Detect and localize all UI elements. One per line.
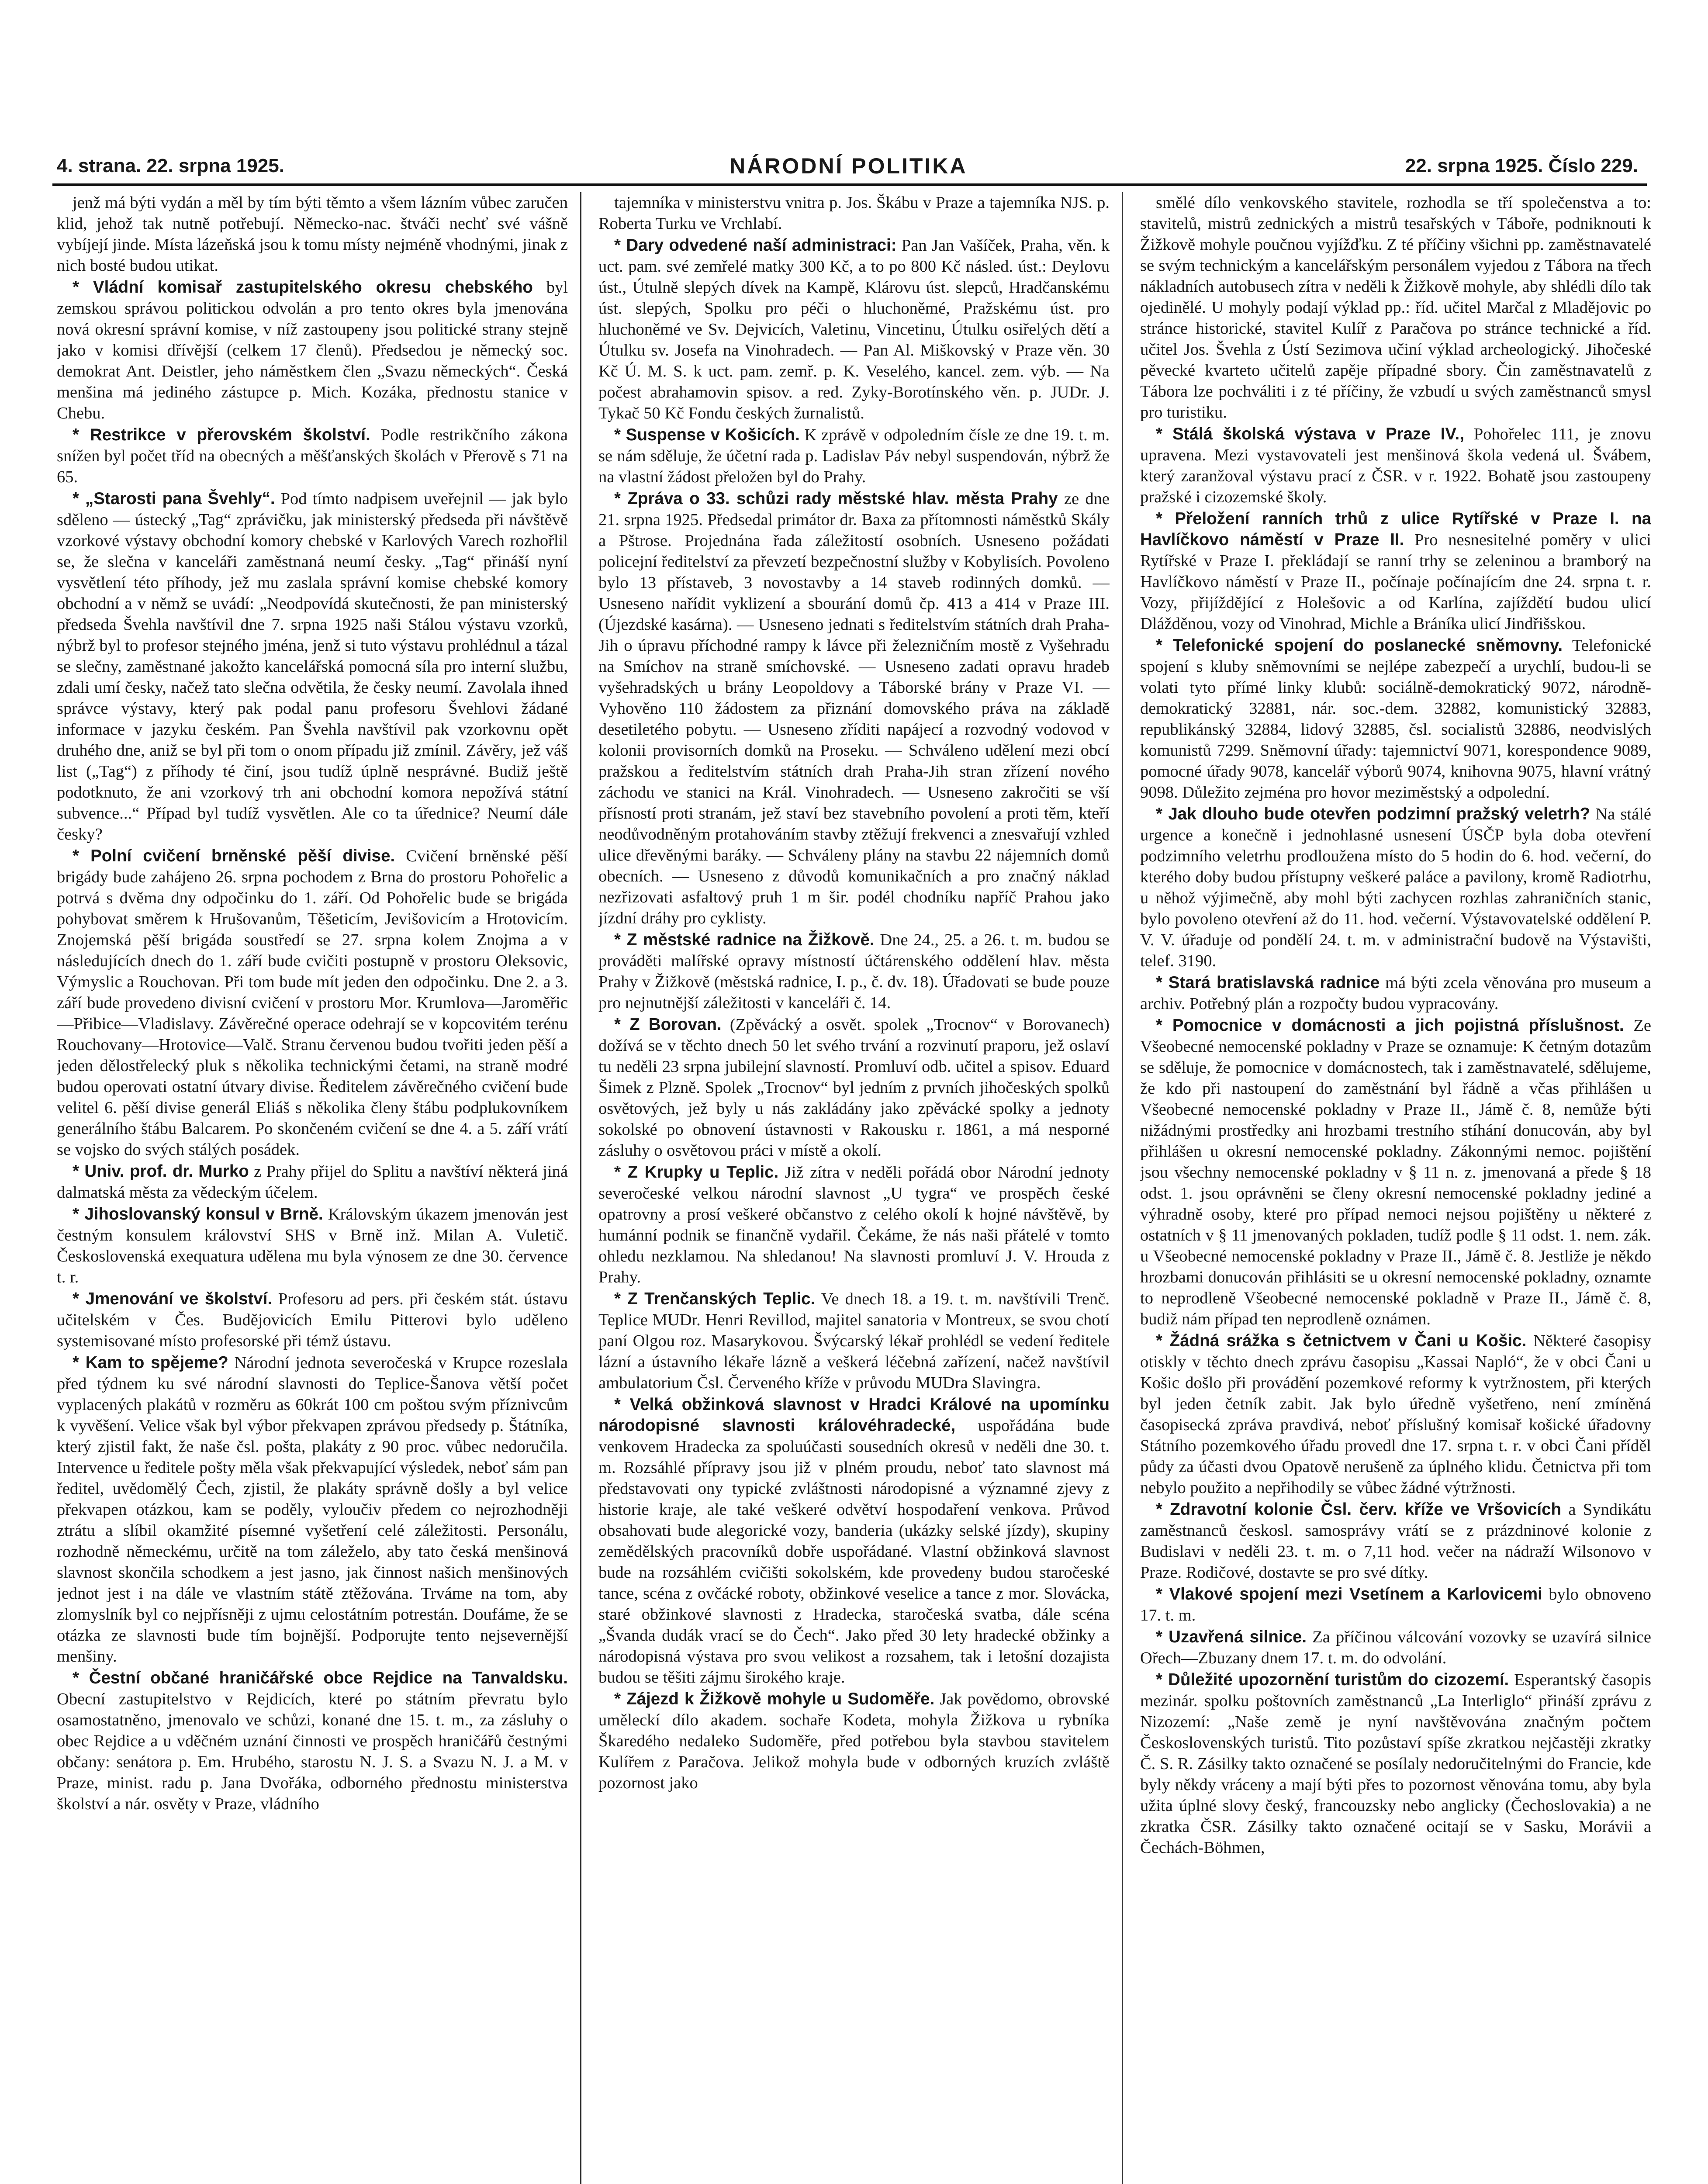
news-item-headline: * Univ. prof. dr. Murko <box>73 1162 249 1181</box>
news-item <box>57 192 568 276</box>
news-item-body: má býti zcela věnována pro museum a archiv. Potřebný plán a rozpočty budou vypracovány. <box>1140 974 1651 1013</box>
page-number: 4. strana. 22. srpna 1925. <box>57 155 284 176</box>
news-item-headline: * Polní cvičení brněnské pěší divise. <box>73 847 395 865</box>
news-item-headline: * Uzavřená silnice. <box>1156 1628 1307 1646</box>
news-item <box>57 277 568 424</box>
news-item <box>1140 1499 1651 1583</box>
news-item <box>57 488 568 845</box>
news-item <box>1140 1015 1651 1330</box>
news-item-body: Cvičení brněnské pěší brigády bude zahájeno 26. srpna pochodem z Brna do prostoru Pohořelic a potrvá s dvěma dny odpočinku do 1. září. Od Pohořelic bude se brigáda pohybovat směrem k Hrušovanům, Těšeticím, Jevišovicím a Hrotovicím. Znojemská pěší brigáda soustředí se 27. srpna kolem Znojma a v následujících dnech do 1. září bude cvičiti postupně v prostoru Oleksovic, Výmyslic a Rouchovan. Při tom bude mít jeden den odpočinku. Dne 2. a 3. září bude provedeno divisní cvičení v prostoru Mor. Krumlova—Jaroměřic—Přibice—Vladislavy. Závěrečné operace odehrají se v kopcovitém terénu Rouchovany—Hrotovice—Valč. Stranu červenou budou tvořiti jeden pěší a jeden dělostřelecký pluk s několika technickými četami, na straně modré budou operovati ostatní útvary divise. Ředitelem závěrečného cvičení bude velitel 6. pěší divise generál Eliáš s několika členy štábu podplukovníkem generálního štábu Balcarem. Po skončeném cvičení se dne 4. a 5. září vrátí se vojsko do svých stálých posádek. <box>57 847 568 1159</box>
news-item-body: Jak povědomo, obrovské uměleckí dílo akadem. sochaře Kodeta, mohyla Žižkova u rybníka Škaredého nedaleko Sudoměře, před potřebou byla stavbou stavitelem Kulířem z Paračova. Jelikož mohyla bude v odborných kruzích zvláště pozornost jako <box>598 1690 1110 1792</box>
news-item-headline: * Restrikce v přerovském školství. <box>73 425 370 444</box>
news-item <box>57 1668 568 1814</box>
news-item <box>57 1289 568 1351</box>
news-item-headline: * Z Trenčanských Teplic. <box>614 1289 816 1308</box>
news-item <box>57 1161 568 1203</box>
news-item-body: z Prahy přijel do Splitu a navštíví některá jiná dalmatská města za vědeckým účelem. <box>57 1162 568 1202</box>
newspaper-title: NÁRODNÍ POLITIKA <box>730 154 968 178</box>
news-item <box>1140 508 1651 634</box>
news-item-body: Pro nesnesitelné poměry v ulici Rytířské v Praze I. překládají se ranní trhy se zeleninou a bramborý na Havlíčkovo náměstí v Praze II., počínaje počínajícím dne 24. srpna t. r. Vozy, přijíždějící z Holešovic a od Karlína, zajíždětí budou ulicí Dlážděnou, vozy od Vinohrad, Michle a Bráníka ulicí Jindřišskou. <box>1140 531 1651 633</box>
news-item-body: ze dne 21. srpna 1925. Předsedal primátor dr. Baxa za přítomnosti náměstků Skály a Pštrose. Projednána řada záležitostí osobních. Usneseno požádati policejní ředitelství za převzetí bezpečnostní služby v Kobylisích. Povoleno bylo 13 přístaveb, 3 novostavby a 14 staveb rodinných domků. — Usneseno nařídit vyklizení a sbourání domů čp. 413 a 414 v Praze III. (Újezdské kasárna). — Usneseno jednati s ředitelstvím státních drah Praha-Jih o úpravu příchodné rampy k lávce při železničním mostě z Vyšehradu na Smíchov na straně smíchovské. — Usneseno zadati opravu hradeb vyšehradských u brány Leopoldovy a Táborské brány v Praze VI. — Vyhověno 110 žádostem za přiznání domovského práva na základě desetiletého pobytu. — Usneseno zříditi napájecí a rozvodný vodovod v kolonii provisorních domků na Proseku. — Schváleno udělení mezi obcí pražskou a ředitelstvím státních drah Praha-Jih stran zřízení nového záchodu ve stanici na Král. Vinohradech. — Usneseno zakročiti se vší přísností proti stranám, jež staví bez stavebního povolení a proti těm, kteří neodůvodněným protahováním stavby ztěžují frekvenci a znesvařují vzhled ulice dřevěnými baráky. — Schváleny plány na stavbu 22 nájemních domů obecních. — Usneseno z důvodů komunikačních a pro značný náklad nezřizovati asfaltový pruh 1 m šir. podél chodníku napříč Prahou jako jízdní dráhy pro cyklisty. <box>598 490 1110 927</box>
news-item <box>57 1352 568 1667</box>
news-item <box>598 1014 1110 1161</box>
news-item <box>57 425 568 487</box>
masthead <box>57 153 1638 179</box>
news-item-body: Za příčinou válcování vozovky se uzavírá silnice Ořech—Zbuzany dnem 17. t. m. do odvolání. <box>1140 1628 1651 1667</box>
news-item-body: uspořádána bude venkovem Hradecka za spoluúčasti sousedních okresů v neděli dne 30. t. m. Rozsáhlé přípravy jsou již v plném proudu, neboť tato slavnost má představovati ony typické zvláštnosti národopisné a významné zjevy z historie kraje, ale také veškeré odvětví hospodaření venkova. Průvod obsahovati bude alegorické vozy, banderia (ukázky selské jízdy), skupiny zemědělských pracovníků dobře uspořádané. Vlastní obžinková slavnost bude na rozsáhlém cvičišti sokolském, kde provedeny budou staročeské tance, scéna z ovčácké roboty, obžinkové veselice a tance z mor. Slovácka, staré obžinkové slavnosti z Hradecka, staročeská svatba, dále scéna „Švanda dudák vrací se do Čech“. Jako před 30 lety hradecké obžinky a národopisná výstava pro svou velikost a rozsahem, tak i letošní dozajista budou se těšiti zájmu širokého kraje. <box>598 1417 1110 1686</box>
news-item-body: Již zítra v neděli pořádá obor Národní jednoty severočeské velkou národní slavnost „U tygra“ ve prospěch české opatrovny a prosí veškeré občanstvo z celého okolí k hojné návštěvě, by humánní podnik se finančně vydařil. Čekáme, že nás naši přátelé v tomto ohledu nezklamou. Na shledanou! Na slavnosti promluví J. V. Hrouda z Prahy. <box>598 1163 1110 1286</box>
news-item <box>57 846 568 1160</box>
news-item <box>598 1689 1110 1794</box>
column-2 <box>598 192 1110 2184</box>
news-item-headline: * Vlakové spojení mezi Vsetínem a Karlovicemi <box>1156 1585 1542 1603</box>
news-item-headline: * Jmenování ve školství. <box>73 1289 273 1308</box>
news-item-body: jenž má býti vydán a měl by tím býti těmto a všem lázním vůbec zaručen klid, jehož tak nutně potřebují. Německo-nac. štváči nechť své vášně vybíjejí jinde. Místa lázeňská jsou k tomu místy nejméně vhodnými, jinak z nich bosté budou utikat. <box>57 194 568 275</box>
news-item-headline: * Pomocnice v domácnosti a jich pojistná příslušnost. <box>1156 1016 1624 1035</box>
news-item <box>1140 804 1651 971</box>
news-item-body: Telefonické spojení s kluby sněmovními se nejlépe zabezpečí a urychlí, budou-li se volati tyto přímé linky klubů: sociálně-demokratický 9072, národně-demokratický 32881, nár. soc.-dem. 32882, komunistický 32883, republikánský 32884, lidový 32885, čsl. socialistů 32886, neodvislých komunistů 7299. Sněmovní úřady: tajemnictví 9071, korespondence 9089, pomocné úřady 9078, kancelář výborů 9074, knihovna 9075, hlavní vrátný 9098. Důležito zejména pro hovor meziměstský a odpolední. <box>1140 636 1651 802</box>
news-item-body: Obecní zastupitelstvo v Rejdicích, které po státním převratu bylo osamostatněno, jmenovalo ve schůzi, konané dne 15. t. m., za zásluhy o obec Rejdice a u vděčném uznání činnosti ve prospěch hraničářů čestnými občany: senátora p. Em. Hrubého, starostu N. J. S. a Svazu N. J. a M. v Praze, minist. radu p. Jana Dvořáka, odborného přednostu ministerstva školství a nár. osvěty v Praze, vládního <box>57 1690 568 1813</box>
news-item <box>598 930 1110 1013</box>
column-divider <box>1122 192 1123 2184</box>
news-item-body: Ve dnech 18. a 19. t. m. navštívili Trenč. Teplice MUDr. Henri Revillod, majitel sanatoria v Montreux, se svou chotí paní Olgou roz. Masarykovou. Švýcarský lékař prohlédl se vedení ředitele lázní a ústavního lékaře lázně a veškerá léčebná zařízení, načež navštívil ambulatorium Čsl. Červeného kříže v průvodu MUDra Slavingra. <box>598 1290 1110 1392</box>
news-item-headline: * Stará bratislavská radnice <box>1156 973 1380 992</box>
news-item-headline: * Kam to spějeme? <box>73 1353 228 1372</box>
news-item <box>598 488 1110 929</box>
news-item-headline: * Z Krupky u Teplic. <box>614 1163 779 1182</box>
news-item-headline: * Telefonické spojení do poslanecké sněmovny. <box>1156 636 1563 655</box>
news-item-body: Na stálé urgence a konečně i jednohlasné usnesení ÚSČP byla doba otevření podzimního veletrhu prodloužena místo do 5 hodin do 6. hod. večerní, do kterého doby budou přístupny veškeré paláce a pavilony, kromě Radiotrhu, u něhož výjimečně, aby mohl býti zachycen rozhlas zahraničních stanic, bylo povoleno otevření až do 11. hod. večerní. Výstavovatelské oddělení P. V. V. úřaduje od pondělí 24. t. m. v administrační budově na Výstavišti, telef. 3190. <box>1140 805 1651 970</box>
news-item-headline: * Zdravotní kolonie Čsl. červ. kříže ve Vršovicích <box>1156 1500 1562 1519</box>
column-divider <box>580 192 581 2184</box>
news-item-body: Pod tímto nadpisem uveřejnil — jak bylo sděleno — ústecký „Tag“ zprávičku, jak ministerský předseda při návštěvě vzorkové výstavy obchodní komory chebské v Karlových Varech rozhořlil se, že slečna v kanceláři zaměstnaná neumí česky. „Tag“ přináší nyní vysvětlení této příhody, jež mu zaslala správní komise chebské komory obchodní a v němž se uvádí: „Neodpovídá skutečnosti, že pan ministerský předseda Švehla navštívil dne 7. srpna 1925 naši Stálou výstavu vzorků, nýbrž byl to profesor stejného jména, jenž si tuto výstavu prohlédnul a tázal se slečny, zaměstnané jakožto kancelářská pomocná síla pro interní službu, zdali umí česky, načež tato slečna odvětila, že česky neumí. Zavolala ihned správce výstavy, který pak podal panu profesoru Švehlovi žádané informace v jazyku českém. Pan Švehla navštívil pak vzorkovnu opět druhého dne, aniž se byl při tom o onom případu již zmínil. Závěry, jež váš list („Tag“) z příhody té činí, jsou tudíž úplně nesprávné. Budiž ještě podotknuto, že ani vzorkový trh ani obchodní komora nepožívá státní subvence...“ Případ byl tudíž vysvětlen. Ale co ta úřednice? Neumí dále česky? <box>57 490 568 843</box>
news-item <box>57 1204 568 1288</box>
news-item-body: Ze Všeobecné nemocenské pokladny v Praze se oznamuje: K četným dotazům se sděluje, že pomocnice v domácnostech, tak i zaměstnavatelé, sdělujeme, že kdo při nastoupení do zaměstnání byl řádně a včas přihlášen u Všeobecné nemocenské pokladny v Praze II., Jámě č. 8, nemůže býti nižádnými prostředky ani hrozbami trestního stíhání donucován, aby byl přihlášen u okresní nemocenské pokladny. Zákonnými nemoc. pojištění jsou všechny nemocenské pokladny v § 11 n. z. jmenovaná a přede § 18 odst. 1. jsou oprávněni se členy okresní nemocenské pokladny jediné a výhradně osoby, které pro případ nemoci nejsou pojištěny u některé z ostatních v § 11 jmenovaných pokladen, tudíž podle § 11 odst. 1. nem. zák. u Všeobecné nemocenské pokladny v Praze II., Jámě č. 8. Jestliže je někdo hrozbami donucován přihlásiti se u okresní nemocenské pokladny, oznamte to neprodleně Všeobecné nemocenské pokladně v Praze II., Jámě č. 8, budiž nám případ ten neprodleně oznámen. <box>1140 1016 1651 1328</box>
news-item-headline: * Jak dlouho bude otevřen podzimní pražský veletrh? <box>1156 805 1590 823</box>
news-item <box>1140 1627 1651 1669</box>
news-item-body: K zprávě v odpoledním čísle ze dne 19. t. m. se nám sděluje, že účetní rada p. Ladislav Páv nebyl suspendován, nýbrž že na vlastní žádost přeložen byl do Prahy. <box>598 426 1110 486</box>
news-item <box>1140 972 1651 1014</box>
news-item <box>1140 192 1651 423</box>
column-3 <box>1140 192 1651 2184</box>
news-item <box>1140 635 1651 803</box>
news-item-body: bylo obnoveno 17. t. m. <box>1140 1585 1651 1624</box>
news-item <box>598 1394 1110 1688</box>
news-item-body: Pohořelec 111, je znovu upravena. Mezi vystavovateli jest menšinová škola vedená ul. Švábem, který zaranžoval výstavu prací z ČSR. v r. 1922. Bohatě jsou zastoupeny pražské i cizozemské školy. <box>1140 425 1651 506</box>
news-item-headline: * Velká obžinková slavnost v Hradci Králové na upomínku národopisné slavnosti královéhradecké, <box>598 1395 1110 1435</box>
news-item-body: a Syndikátu zaměstnanců českosl. samosprávy vrátí se z prázdninové kolonie z Budislavi v neděli 23. t. m. o 7,11 hod. večer na nádraží Wilsonovo v Praze. Rodičové, dostavte se pro své dítky. <box>1140 1500 1651 1582</box>
news-item <box>1140 424 1651 508</box>
news-item-body: Pan Jan Vašíček, Praha, věn. k uct. pam. své zemřelé matky 300 Kč, a to po 800 Kč násled. úst.: Deylovu úst., Útulně slepých dívek na Kampě, Klárovu úst. slepců, Hradčanskému úst. slepých, Spolku pro péči o hluchoněmé, Pražskému úst. pro hluchoněmé ve Sv. Dejvicích, Valetinu, Vincetinu, Útulku osiřelých dětí a Útulku sv. Josefa na Vinohradech. — Pan Al. Miškovský v Praze věn. 30 Kč Ú. M. S. k uct. pam. zemř. p. K. Veselého, kancel. zem. výb. — Na počest abrahamovin spisov. a red. Zyky-Borotínského věn. p. JUDr. J. Tykač 50 Kč Fondu českých žurnalistů. <box>598 236 1110 422</box>
news-item <box>598 1162 1110 1288</box>
news-item-headline: * Zájezd k Žižkově mohyle u Sudoměře. <box>614 1690 935 1708</box>
news-item-body: Některé časopisy otiskly v těchto dnech zprávu časopisu „Kassai Napló“, že v obci Čani u Košic došlo při provádění pozemkové reformy k vytržnostem, při kterých byl jeden četník zabit. Jak bylo úředně vyšetřeno, není zmíněná časopisecká zpráva pravdivá, neboť příslušný komisař košické úřadovny Státního pozemkového úřadu provedl dne 17. srpna t. r. v obci Čani příděl půdy za účasti dvou Opatově nerušeně za úplného klidu. Četnictva při tom nebylo použito a nepřihodily se vůbec žádné výtržnosti. <box>1140 1332 1651 1497</box>
news-item-headline: * „Starosti pana Švehly“. <box>73 489 275 508</box>
news-item-headline: * Důležité upozornění turistům do cizozemí. <box>1156 1670 1509 1689</box>
column-1 <box>57 192 568 2184</box>
news-item-headline: * Žádná srážka s četnictvem v Čani u Košic. <box>1156 1331 1527 1350</box>
news-item <box>598 192 1110 234</box>
news-item-body: tajemníka v ministerstvu vnitra p. Jos. Škábu v Praze a tajemníka NJS. p. Roberta Turku ve Vrchlabí. <box>598 194 1110 233</box>
news-item-body: Profesoru ad pers. při českém stát. ústavu učitelském v Čes. Budějovicích Emilu Pitterovi bylo uděleno systemisované místo profesorské při témž ústavu. <box>57 1290 568 1350</box>
news-item-headline: * Jihoslovanský konsul v Brně. <box>73 1205 323 1223</box>
news-item <box>1140 1330 1651 1498</box>
news-item <box>1140 1669 1651 1858</box>
issue-date-number: 22. srpna 1925. Číslo 229. <box>1405 155 1638 176</box>
news-item-headline: * Čestní občané hraničářské obce Rejdice na Tanvaldsku. <box>73 1669 568 1687</box>
news-item <box>598 425 1110 487</box>
news-item-headline: * Přeložení ranních trhů z ulice Rytířské v Praze I. na Havlíčkovo náměstí v Praze II. <box>1140 509 1651 549</box>
news-item-headline: * Z městské radnice na Žižkově. <box>614 930 875 949</box>
news-item-headline: * Zpráva o 33. schůzi rady městské hlav. města Prahy <box>614 489 1058 508</box>
news-item-body: byl zemskou správou politickou odvolán a pro tento okres byla jmenována nová okresní správní komise, v níž zastoupeny jsou politické strany stejně jako v komisi dřívější (celkem 17 členů). Předsedou je německý soc. demokrat Ant. Deistler, jeho náměstkem člen „Svazu německých“. Česká menšina má jediného zástupce p. Mich. Kozáka, přednostu stanice v Chebu. <box>57 278 568 422</box>
news-item-body: Dne 24., 25. a 26. t. m. budou se prováděti malířské opravy místností účtárenského oddělení hlav. města Prahy v Žižkově (městská radnice, I. p., č. dv. 18). Úřadovati se bude pouze pro nejnutnější záležitosti v kanceláři č. 14. <box>598 931 1110 1012</box>
news-item-body: smělé dílo venkovského stavitele, rozhodla se tří společenstva a to: stavitelů, mistrů zednických a mistrů tesařských v Táboře, podniknouti k Žižkově mohyle poučnou vyjížďku. Z té příčiny všichni pp. zaměstnavatelé se svým technickým a kancelářským personálem vyjedou z Tábora na třech nákladních autobusech zítra v neděli k Žižkově mohyle, aby shlédli dílo tak ojedinělé. U mohyly podají výklad pp.: říd. učitel Marčal z Mladějovic po stránce historické, stavitel Kulíř z Paračova po stránce technické a říd. učitel Jos. Švehla z Ústí Sezimova učiní výklad archeologický. Jihočeské pěvecké kvarteto učitelů zapěje případné sbory. Čin zaměstnavatelů z Tábora lze pochváliti i z té příčiny, že vzbudí u svých zaměstnanců smysl pro turistiku. <box>1140 194 1651 422</box>
news-item-headline: * Vládní komisař zastupitelského okresu chebského <box>73 278 533 297</box>
news-item-body: Královským úkazem jmenován jest čestným konsulem království SHS v Brně inž. Milan A. Vuletič. Československá exequatura udělena mu byla výnosem ze dne 30. července t. r. <box>57 1205 568 1286</box>
news-item-headline: * Z Borovan. <box>614 1015 722 1034</box>
news-item-headline: * Suspense v Košicích. <box>614 425 800 444</box>
header-rule <box>52 183 1647 186</box>
news-item-headline: * Dary odvedené naší administraci: <box>614 236 897 255</box>
news-item-headline: * Stálá školská výstava v Praze IV., <box>1156 425 1464 443</box>
news-item-body: (Zpěvácký a osvět. spolek „Trocnov“ v Borovanech) dožívá se v těchto dnech 50 let svého trvání a rozvinutí praporu, jež oslaví tu neděli 23 srpna jubilejní slavností. Promluví odb. učitel a spisov. Eduard Šimek z Plzně. Spolek „Trocnov“ byl jedním z prvních jihočeských spolků osvětových, jež byly u nás zakládány jako zpěvácké spolky a jednoty sokolské po obnovení ústavnosti v Rakousku r. 1861, a má nesporné zásluhy o osvětovou práci v místě a okolí. <box>598 1016 1110 1160</box>
news-item <box>1140 1584 1651 1626</box>
news-item-body: Národní jednota severočeská v Krupce rozeslala před týdnem ku své národní slavnosti do Teplice-Šanova větší počet vyplacených plakátů v rozměru as 60krát 100 cm poštou svým příznivcům k vyvěšení. Velice však byl výbor překvapen zprávou předsedy p. Štátníka, který zjistil fakt, že naše čsl. pošta, plakáty z 90 proc. vůbec nedoručila. Intervence u ředitele pošty měla však překvapující výsledek, neboť sám pan ředitel, uvědomělý Čech, zjistil, že plakáty správně došly a byl velice překvapen otázkou, kam se poděly, vyloučiv předem co nejrozhodněji ztrátu a slíbil okamžité písemné vyšetření celé záležitosti. Personálu, rozhodně německému, určitě na tom záleželo, aby tato česká menšinová slavnost skončila schodkem a jest jasno, jak činnost našich menšinových jednot jest i na dále ve vlastním státě ztěžována. Trváme na tom, aby zlomyslník byl co nejpřísněji z ujmu celostátním potrestán. Doufáme, že se otázka ze slavnosti bude tím bojnější. Podporujte tento nejsevernější menšiny. <box>57 1354 568 1666</box>
news-item-body: Esperantský časopis mezinár. spolku poštovních zaměstnanců „La Interliglo“ přináší zprávu z Nizozemí: „Naše země je nyní navštěvována značným počtem Československých turistů. Tito pozůstaví spíše zkratkou nejčastěji zkratky Č. S. R. Zásilky takto označené se posílaly nedoručitelnými do Francie, kde byly někdy vráceny a mají býti přes to pozornost věnována tomu, aby byla užita úplné slovy český, francouzsky nebo anglicky (Čechoslovakia) a ne zkratka ČSR. Zásilky takto označené ocitají se v Sasku, Morávii a Čechách-Böhmen, <box>1140 1671 1651 1857</box>
news-item <box>598 1289 1110 1393</box>
news-item <box>598 235 1110 424</box>
news-item-body: Podle restrikčního zákona snížen byl počet tříd na obecných a měšťanských školách v Přerově s 71 na 65. <box>57 426 568 486</box>
